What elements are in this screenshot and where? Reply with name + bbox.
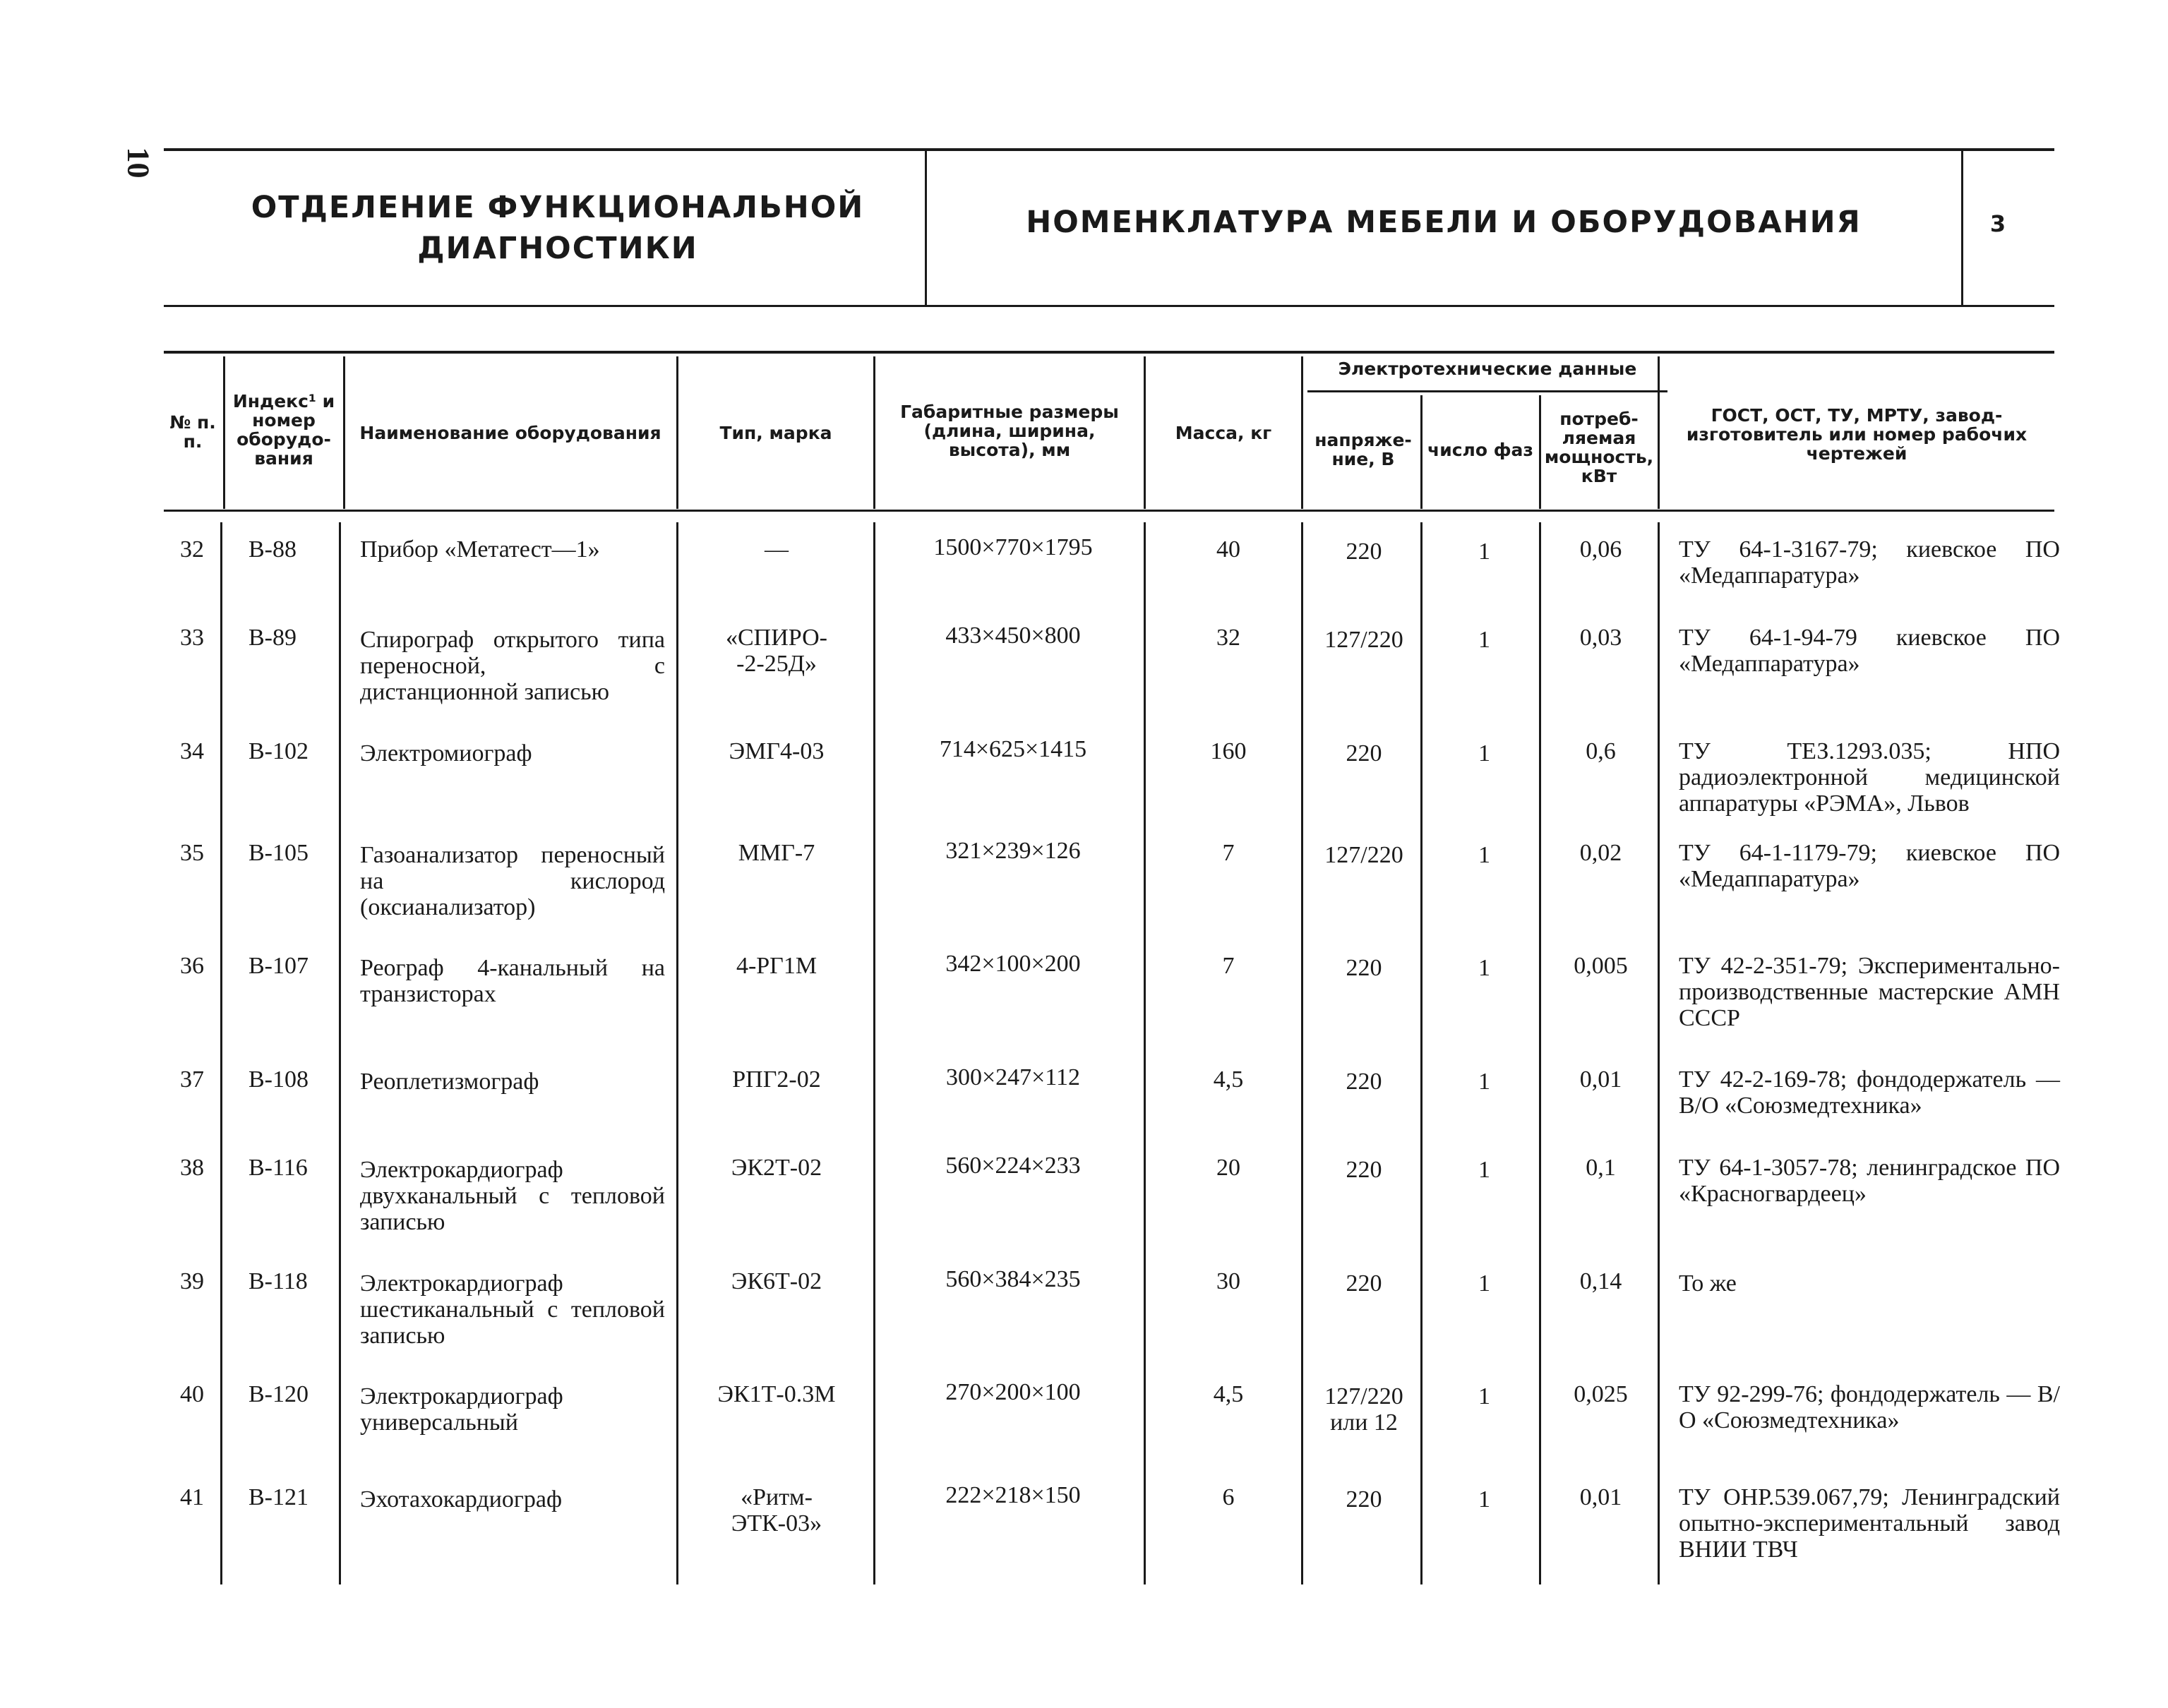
equipment-name: Газоанализатор переносный на кислород (оксианализатор) (360, 842, 665, 920)
row-number: 41 (180, 1484, 204, 1510)
phases-value: 1 (1478, 740, 1490, 766)
document-title: НОМЕНКЛАТУРА МЕБЕЛИ И ОБОРУДОВАНИЯ (1026, 205, 1862, 240)
equipment-type: ЭК2Т-02 (731, 1155, 822, 1181)
header-top-rule (164, 148, 2054, 151)
column-header-dims: Габаритные размеры (длина, ширина, высота), мм (900, 402, 1119, 460)
column-header-mass: Масса, кг (1175, 423, 1272, 443)
table-top-rule (164, 351, 2054, 354)
column-line (339, 522, 341, 1584)
equipment-index: В-116 (248, 1155, 308, 1181)
power-value: 0,01 (1579, 1066, 1622, 1093)
row-number: 36 (180, 953, 204, 979)
equipment-dimensions: 560×224×233 (945, 1153, 1081, 1179)
power-value: 0,03 (1579, 625, 1622, 651)
equipment-type: ЭК6Т-02 (731, 1268, 822, 1294)
phases-value: 1 (1478, 1069, 1490, 1095)
reference-text: ТУ 42-2-169-78; фондодержатель — В/О «Союзмедтехника» (1679, 1066, 2060, 1119)
row-number: 33 (180, 625, 204, 651)
sheet-number: 3 (1989, 210, 2006, 237)
equipment-mass: 30 (1216, 1268, 1240, 1294)
voltage-value: 220 (1346, 1486, 1382, 1512)
column-line (873, 356, 875, 509)
column-line (873, 522, 875, 1584)
column-header-voltage: напряже-ние, В (1314, 430, 1412, 469)
column-header-reference: ГОСТ, ОСТ, ТУ, МРТУ, завод-изготовитель или номер рабочих чертежей (1686, 405, 2028, 464)
column-line (1658, 522, 1660, 1584)
column-line (1420, 395, 1423, 509)
equipment-type: ЭМГ4-03 (729, 738, 825, 764)
equipment-index: В-108 (248, 1066, 309, 1093)
column-line (343, 356, 345, 509)
power-value: 0,6 (1586, 738, 1616, 764)
voltage-value: 220 (1346, 955, 1382, 981)
power-value: 0,01 (1579, 1484, 1622, 1510)
page-number: 10 (121, 147, 156, 179)
column-header-electrical-group: Электротехнические данные (1338, 359, 1637, 379)
reference-text: ТУ 64-1-3167-79; киевское ПО «Медаппаратура» (1679, 536, 2060, 589)
column-header-type: Тип, марка (719, 423, 832, 443)
reference-text: ТУ 64-1-94-79 киевское ПО «Медаппаратура» (1679, 625, 2060, 677)
equipment-name: Электрокардиограф универсальный (360, 1383, 563, 1436)
header-divider (925, 151, 927, 305)
reference-text: ТУ ОНР.539.067,79; Ленинградский опытно-экспериментальный завод ВНИИ ТВЧ (1679, 1484, 2060, 1563)
equipment-type: ЭК1Т-0.3М (717, 1381, 836, 1407)
column-header-num: № п. п. (169, 412, 216, 452)
equipment-dimensions: 342×100×200 (945, 951, 1081, 977)
equipment-type: 4-РГ1М (736, 953, 818, 979)
equipment-index: В-102 (248, 738, 309, 764)
row-number: 37 (180, 1066, 204, 1093)
header-bottom-rule (164, 305, 2054, 307)
equipment-dimensions: 321×239×126 (945, 838, 1081, 864)
column-line (1658, 356, 1660, 509)
equipment-name: Реограф 4-канальный на транзисторах (360, 955, 665, 1007)
column-line (1539, 522, 1541, 1584)
equipment-dimensions: 270×200×100 (945, 1379, 1081, 1405)
equipment-dimensions: 1500×770×1795 (933, 534, 1093, 560)
column-header-name: Наименование оборудования (359, 423, 661, 443)
equipment-mass: 160 (1210, 738, 1247, 764)
column-header-phases: число фаз (1427, 440, 1533, 460)
phases-value: 1 (1478, 1383, 1490, 1409)
voltage-value: 220 (1346, 539, 1382, 565)
equipment-mass: 4,5 (1213, 1066, 1244, 1093)
reference-text: ТУ 64-1-1179-79; киевское ПО «Медаппаратура» (1679, 840, 2060, 892)
equipment-index: В-121 (248, 1484, 309, 1510)
column-line (1301, 522, 1303, 1584)
column-line (1144, 522, 1146, 1584)
equipment-type: РПГ2-02 (732, 1066, 821, 1093)
equipment-mass: 7 (1222, 840, 1235, 866)
voltage-value: 220 (1346, 1069, 1382, 1095)
equipment-name: Электрокардиограф шестиканальный с тепловой записью (360, 1270, 665, 1349)
equipment-index: В-88 (248, 536, 297, 563)
voltage-value: 220 (1346, 1157, 1382, 1183)
equipment-index: В-107 (248, 953, 309, 979)
row-number: 39 (180, 1268, 204, 1294)
voltage-value: 220 (1346, 1270, 1382, 1297)
phases-value: 1 (1478, 1157, 1490, 1183)
equipment-type: «Ритм-ЭТК-03» (731, 1484, 822, 1536)
equipment-dimensions: 300×247×112 (945, 1064, 1081, 1090)
column-line (676, 356, 678, 509)
equipment-name: Электрокардиограф двухканальный с тепловой записью (360, 1157, 665, 1235)
column-line (220, 522, 222, 1584)
reference-text: ТУ 64-1-3057-78; ленинградское ПО «Красногвардеец» (1679, 1155, 2060, 1207)
header-divider (1961, 151, 1963, 305)
equipment-index: В-89 (248, 625, 297, 651)
equipment-name: Электромиограф (360, 740, 532, 766)
equipment-mass: 4,5 (1213, 1381, 1244, 1407)
column-line (1144, 356, 1146, 509)
column-line (1539, 395, 1541, 509)
phases-value: 1 (1478, 955, 1490, 981)
reference-text: ТУ 92-299-76; фондодержатель — В/О «Союзмедтехника» (1679, 1381, 2060, 1433)
column-line (676, 522, 678, 1584)
equipment-name: Прибор «Метатест—1» (360, 536, 600, 563)
row-number: 35 (180, 840, 204, 866)
section-title: ОТДЕЛЕНИЕ ФУНКЦИОНАЛЬНОЙ ДИАГНОСТИКИ (251, 190, 865, 266)
equipment-mass: 6 (1222, 1484, 1235, 1510)
equipment-name: Эхотахокардиограф (360, 1486, 562, 1512)
voltage-value: 127/220 (1324, 842, 1403, 868)
reference-text: То же (1679, 1270, 1737, 1297)
power-value: 0,06 (1579, 536, 1622, 563)
column-header-power: потреб-ляемая мощность, кВт (1544, 409, 1654, 486)
equipment-name: Реоплетизмограф (360, 1069, 539, 1095)
equipment-type: ММГ-7 (738, 840, 815, 866)
equipment-mass: 7 (1222, 953, 1235, 979)
equipment-type: «СПИРО--2-25Д» (726, 625, 827, 677)
power-value: 0,02 (1579, 840, 1622, 866)
equipment-dimensions: 714×625×1415 (939, 736, 1087, 762)
equipment-dimensions: 433×450×800 (945, 623, 1081, 649)
column-line (223, 356, 225, 509)
voltage-value: 127/220 (1324, 627, 1403, 653)
phases-value: 1 (1478, 627, 1490, 653)
reference-text: ТУ 42-2-351-79; Экспериментально-производственные мастерские АМН СССР (1679, 953, 2060, 1031)
table-header-rule (164, 510, 2054, 512)
row-number: 32 (180, 536, 204, 563)
power-value: 0,1 (1586, 1155, 1616, 1181)
phases-value: 1 (1478, 842, 1490, 868)
reference-text: ТУ ТЕЗ.1293.035; НПО радиоэлектронной медицинской аппаратуры «РЭМА», Львов (1679, 738, 2060, 817)
equipment-index: В-118 (248, 1268, 308, 1294)
phases-value: 1 (1478, 1270, 1490, 1297)
equipment-mass: 40 (1216, 536, 1240, 563)
phases-value: 1 (1478, 539, 1490, 565)
column-line (1301, 356, 1303, 509)
row-number: 38 (180, 1155, 204, 1181)
equipment-dimensions: 222×218×150 (945, 1482, 1081, 1508)
equipment-mass: 20 (1216, 1155, 1240, 1181)
equipment-type: — (765, 536, 789, 563)
equipment-mass: 32 (1216, 625, 1240, 651)
row-number: 40 (180, 1381, 204, 1407)
equipment-name: Спирограф открытого типа переносной, с дистанционной записью (360, 627, 665, 705)
equipment-index: В-120 (248, 1381, 309, 1407)
column-line (1420, 522, 1423, 1584)
power-value: 0,14 (1579, 1268, 1622, 1294)
equipment-dimensions: 560×384×235 (945, 1266, 1081, 1292)
power-value: 0,005 (1574, 953, 1628, 979)
row-number: 34 (180, 738, 204, 764)
equipment-index: В-105 (248, 840, 309, 866)
voltage-value: 127/220 или 12 (1324, 1383, 1403, 1436)
column-header-index: Индекс¹ и номер оборудо-вания (232, 391, 335, 469)
voltage-value: 220 (1346, 740, 1382, 766)
power-value: 0,025 (1574, 1381, 1628, 1407)
phases-value: 1 (1478, 1486, 1490, 1512)
group-rule (1307, 390, 1667, 392)
